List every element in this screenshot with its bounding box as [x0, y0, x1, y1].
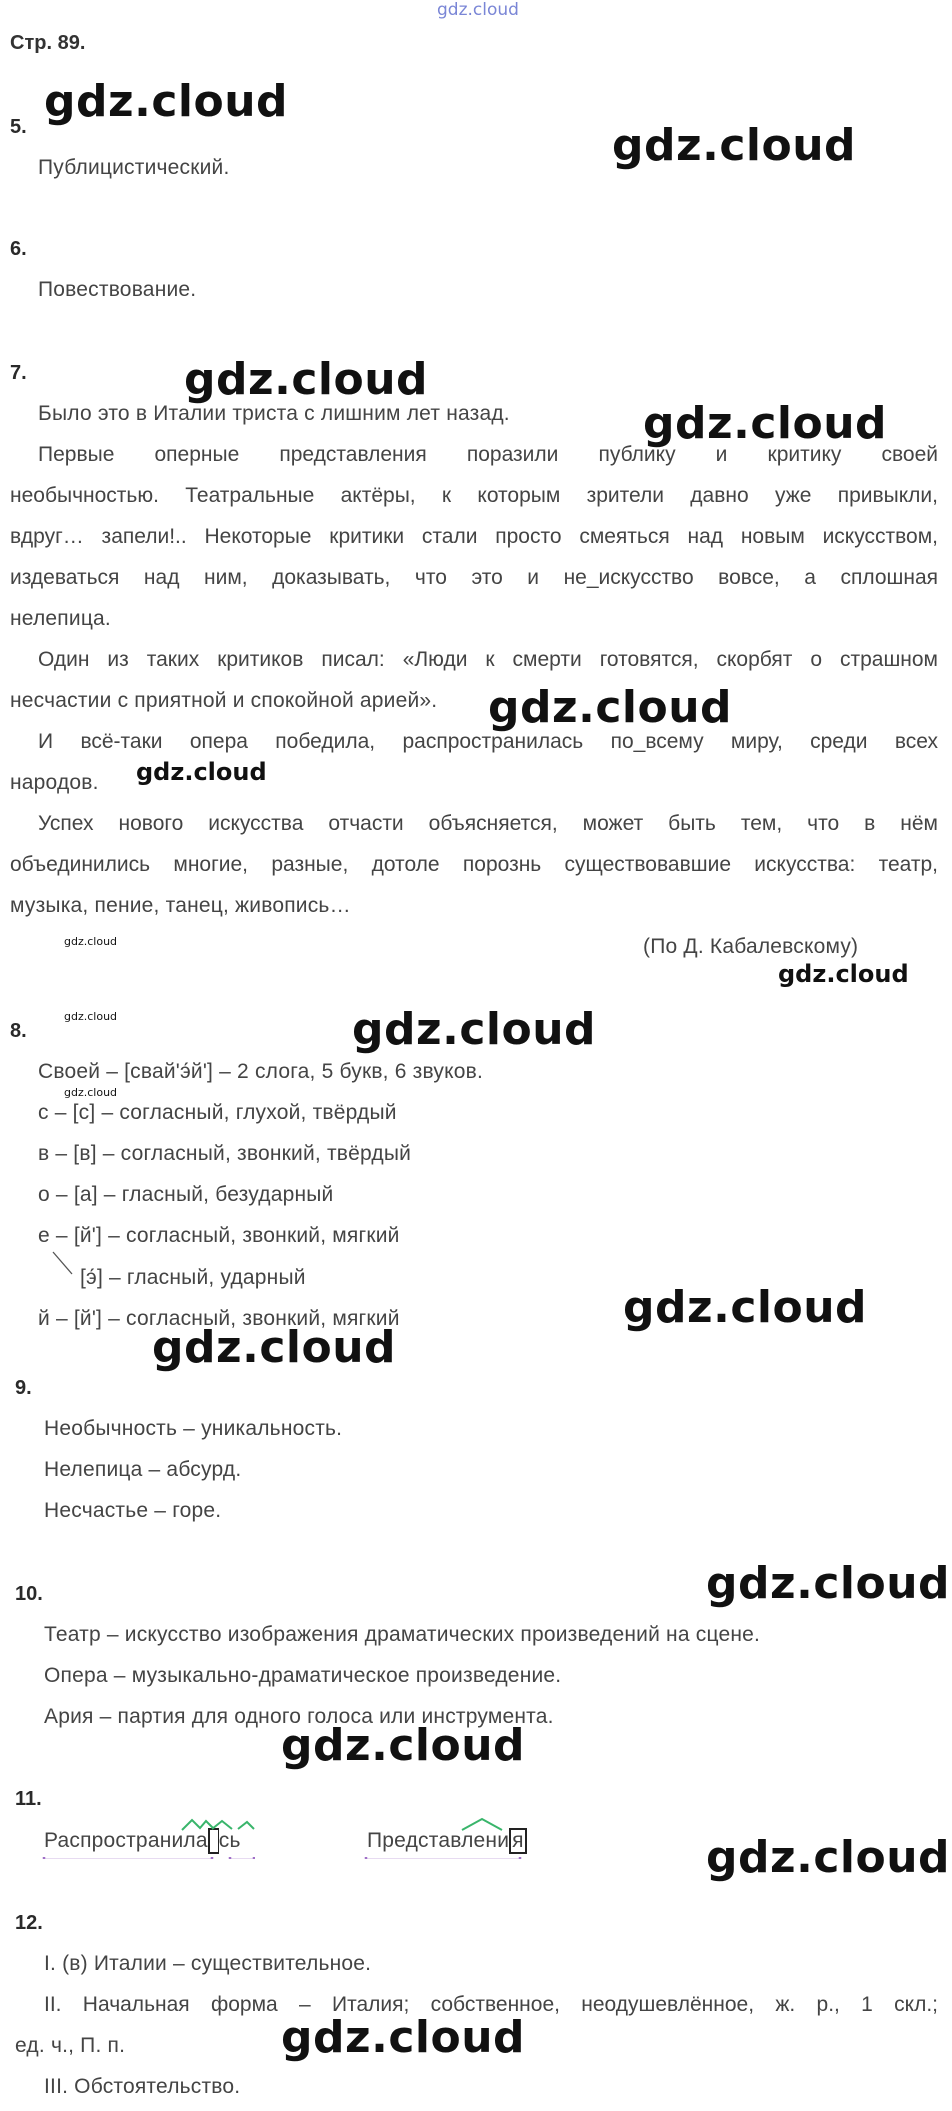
text-line: Театр – искусство изображения драматических произведений на сцене. — [44, 1623, 761, 1646]
text-line: й – [й'] – согласный, звонкий, мягкий — [38, 1307, 400, 1330]
text-line: И всё-таки опера победила, распространилась по_всему миру, среди всех — [38, 730, 938, 753]
text-line: музыка, пение, танец, живопись… — [10, 894, 351, 917]
text-line: несчастии с приятной и спокойной арией». — [10, 689, 438, 712]
watermark: gdz.cloud — [643, 398, 888, 449]
task-11-number: 11. — [15, 1788, 42, 1810]
task-12-number: 12. — [15, 1912, 43, 1934]
text-line: I. (в) Италии – существительное. — [44, 1952, 372, 1975]
watermark: gdz.cloud — [352, 1004, 597, 1055]
text-line: III. Обстоятельство. — [44, 2075, 241, 2098]
watermark: gdz.cloud — [612, 120, 857, 171]
task-6-number: 6. — [10, 238, 27, 260]
text-line: ед. ч., П. п. — [15, 2034, 126, 2057]
watermark: gdz.cloud — [623, 1282, 868, 1333]
text-line: Несчастье – горе. — [44, 1499, 222, 1522]
watermark: gdz.cloud — [64, 1086, 118, 1099]
task-5-answer: Публицистический. — [38, 156, 230, 179]
text-line: Успех нового искусства отчасти объясняется, может быть тем, что в нём — [38, 812, 938, 835]
text-line: [э́] – гласный, ударный — [80, 1266, 306, 1289]
author-credit: (По Д. Кабалевскому) — [643, 935, 859, 958]
watermark: gdz.cloud — [44, 76, 289, 127]
watermark: gdz.cloud — [778, 960, 909, 988]
text-line: Было это в Италии триста с лишним лет назад. — [38, 402, 510, 425]
watermark: gdz.cloud — [136, 758, 267, 786]
task-5-number: 5. — [10, 116, 27, 138]
text-line: необычностью. Театральные актёры, к которым зрители давно уже привыкли, — [10, 484, 938, 507]
watermark: gdz.cloud — [152, 1322, 397, 1373]
text-line: Один из таких критиков писал: «Люди к смерти готовятся, скорбят о страшном — [38, 648, 938, 671]
text-line: Своей – [свай'э́й'] – 2 слога, 5 букв, 6 звуков. — [38, 1060, 483, 1083]
watermark: gdz.cloud — [281, 1720, 526, 1771]
watermark: gdz.cloud — [488, 682, 733, 733]
text-line: Первые оперные представления поразили публику и критику своей — [38, 443, 938, 466]
text-line: Нелепица – абсурд. — [44, 1458, 242, 1481]
text-line: II. Начальная форма – Италия; собственное, неодушевлённое, ж. р., 1 скл.; — [44, 1993, 938, 2016]
text-line: вдруг… запели!.. Некоторые критики стали просто смеяться над новым искусством, — [10, 525, 938, 548]
watermark: gdz.cloud — [706, 1558, 951, 1609]
text-line: Опера – музыкально-драматическое произведение. — [44, 1664, 562, 1687]
task-9-number: 9. — [15, 1377, 32, 1399]
watermark: gdz.cloud — [281, 2012, 526, 2063]
top-watermark: gdz.cloud — [437, 0, 519, 20]
watermark: gdz.cloud — [706, 1832, 951, 1883]
task-7-number: 7. — [10, 362, 27, 384]
morpheme-marks-1 — [40, 1815, 255, 1859]
text-line: Необычность – уникальность. — [44, 1417, 343, 1440]
text-line: в – [в] – согласный, звонкий, твёрдый — [38, 1142, 412, 1165]
watermark: gdz.cloud — [184, 354, 429, 405]
text-line: объединились многие, разные, дотоле порознь существовавшие искусства: театр, — [10, 853, 938, 876]
text-line: народов. — [10, 771, 99, 794]
page-label: Стр. 89. — [10, 32, 86, 54]
watermark: gdz.cloud — [64, 935, 118, 948]
ending-box: я — [509, 1828, 527, 1854]
task-8-number: 8. — [10, 1020, 27, 1042]
text-line: о – [а] – гласный, безударный — [38, 1183, 334, 1206]
text-line: с – [с] – согласный, глухой, твёрдый — [38, 1101, 397, 1124]
text-line: нелепица. — [10, 607, 111, 630]
morpheme-marks-2 — [362, 1815, 542, 1859]
morpheme-word-2: Представлени я — [367, 1828, 527, 1854]
task-10-number: 10. — [15, 1583, 43, 1605]
morpheme-word-1: Распространила сь — [44, 1829, 241, 1852]
watermark: gdz.cloud — [64, 1010, 118, 1023]
task-6-answer: Повествование. — [38, 278, 197, 301]
text-line: издеваться над ним, доказывать, что это и не_искусство вовсе, а сплошная — [10, 566, 938, 589]
branch-connector — [50, 1250, 80, 1280]
text-line: е – [й'] – согласный, звонкий, мягкий — [38, 1224, 400, 1247]
text-line: Ария – партия для одного голоса или инструмента. — [44, 1705, 554, 1728]
